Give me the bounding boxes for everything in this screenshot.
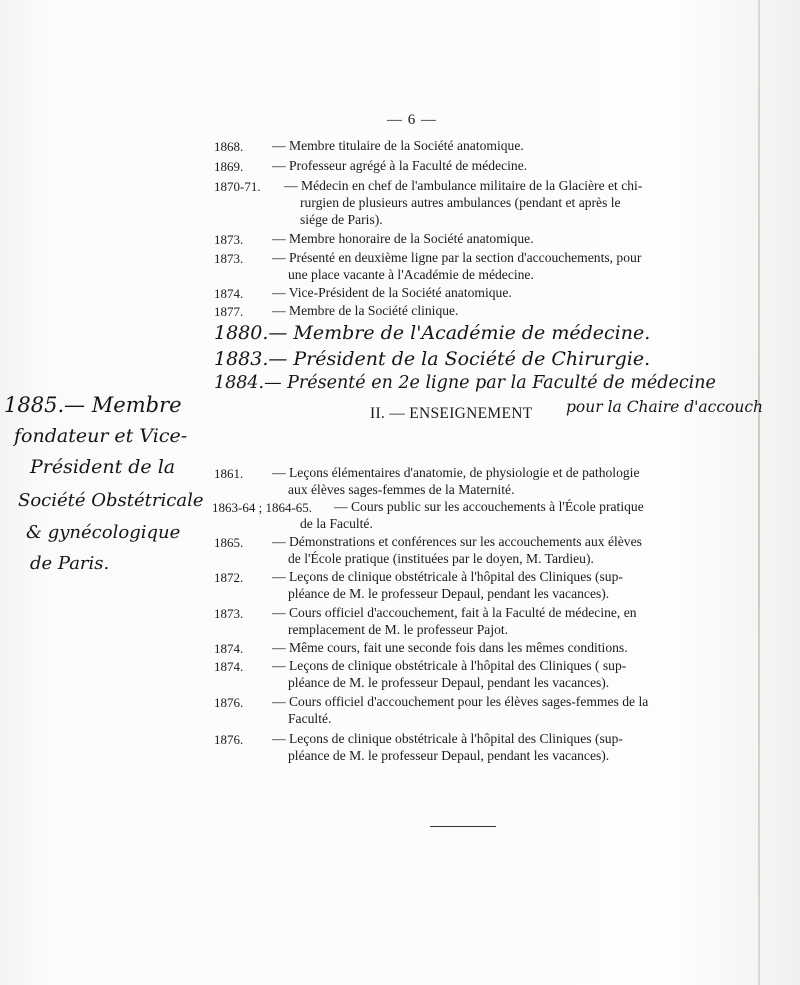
entry-year: 1873. [214, 232, 244, 247]
page-number: — 6 — [387, 112, 437, 128]
entry-year: 1874. [214, 659, 244, 674]
entry-line: pléance de M. le professeur Depaul, pendant les vacances). [288, 675, 610, 690]
entry-year: 1863-64 ; 1864-65. [212, 500, 313, 515]
entry-year: 1865. [214, 535, 244, 550]
entry-year: 1872. [214, 570, 244, 585]
entry-line: Faculté. [288, 711, 332, 726]
section-title: II. — ENSEIGNEMENT [370, 405, 533, 422]
entry-line: — Cours officiel d'accouchement, fait à la Faculté de médecine, en [272, 605, 637, 620]
entry-year: 1876. [214, 695, 244, 710]
entry-line: — Même cours, fait une seconde fois dans les mêmes conditions. [272, 640, 628, 655]
entry-line: — Membre de la Société clinique. [272, 303, 459, 318]
handwritten-1884-continuation: pour la Chaire d'accouch [566, 398, 764, 416]
entry-line: — Vice-Président de la Société anatomique. [272, 285, 512, 300]
entry-year: 1868. [214, 139, 244, 154]
margin-note-line: & gynécologique [26, 522, 181, 543]
entry-line: pléance de M. le professeur Depaul, pendant les vacances). [288, 748, 610, 763]
handwritten-1883: 1883.— Président de la Société de Chirurgie. [214, 348, 651, 370]
page-edge-shadow [758, 0, 760, 985]
entry-year: 1874. [214, 641, 244, 656]
entry-line: — Leçons de clinique obstétricale à l'hôpital des Cliniques (sup- [272, 731, 623, 746]
entry-line: — Médecin en chef de l'ambulance militaire de la Glacière et chi- [284, 178, 643, 193]
entry-line: — Présenté en deuxième ligne par la section d'accouchements, pour [272, 250, 642, 265]
entry-line: — Leçons élémentaires d'anatomie, de physiologie et de pathologie [272, 465, 640, 480]
handwritten-1880: 1880.— Membre de l'Académie de médecine. [214, 322, 651, 344]
margin-note-line: de Paris. [30, 553, 110, 574]
entry-year: 1861. [214, 466, 244, 481]
entry-line: de la Faculté. [300, 516, 373, 531]
margin-note-line: 1885.— Membre [4, 393, 182, 417]
end-rule [430, 826, 496, 827]
handwritten-1884: 1884.— Présenté en 2e ligne par la Faculté de médecine [214, 373, 716, 393]
entry-line: — Professeur agrégé à la Faculté de médecine. [272, 158, 528, 173]
entry-year: 1873. [214, 251, 244, 266]
entry-line: de l'École pratique (instituées par le doyen, M. Tardieu). [288, 551, 594, 566]
entry-line: une place vacante à l'Académie de médecine. [288, 267, 534, 282]
margin-note-line: Société Obstétricale [18, 490, 204, 511]
entry-line: — Membre titulaire de la Société anatomique. [272, 138, 524, 153]
entry-line: — Cours public sur les accouchements à l'École pratique [334, 499, 644, 514]
entry-line: aux élèves sages-femmes de la Maternité. [288, 482, 515, 497]
entry-year: 1869. [214, 159, 244, 174]
entry-line: — Démonstrations et conférences sur les accouchements aux élèves [272, 534, 642, 549]
entry-line: rurgien de plusieurs autres ambulances (pendant et après le [300, 195, 621, 210]
margin-note-line: fondateur et Vice- [14, 425, 188, 447]
entry-line: — Cours officiel d'accouchement pour les élèves sages-femmes de la [272, 694, 649, 709]
entry-year: 1877. [214, 304, 244, 319]
entry-year: 1876. [214, 732, 244, 747]
entry-year: 1870-71. [214, 179, 261, 194]
entry-line: remplacement de M. le professeur Pajot. [288, 622, 509, 637]
entry-line: — Membre honoraire de la Société anatomique. [272, 231, 534, 246]
entry-line: — Leçons de clinique obstétricale à l'hôpital des Cliniques ( sup- [272, 658, 627, 673]
entry-line: pléance de M. le professeur Depaul, pendant les vacances). [288, 586, 610, 601]
entry-line: siége de Paris). [300, 212, 383, 227]
entry-year: 1874. [214, 286, 244, 301]
entry-year: 1873. [214, 606, 244, 621]
entry-line: — Leçons de clinique obstétricale à l'hôpital des Cliniques (sup- [272, 569, 623, 584]
margin-note-line: Président de la [30, 456, 176, 478]
